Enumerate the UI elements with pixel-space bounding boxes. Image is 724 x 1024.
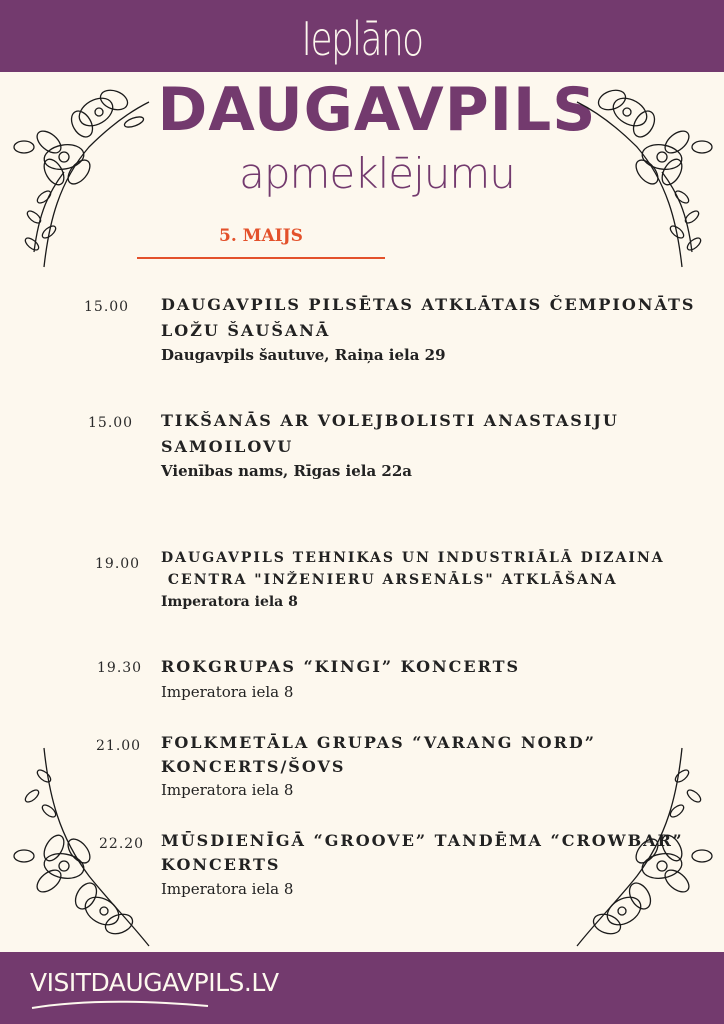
event-title: KONCERTS [161,855,281,874]
event-time: 19.00 [95,556,141,572]
floral-ornament-icon [572,72,722,272]
event-date: 5. MAIJS [219,226,303,246]
event-title: TIKŠANĀS AR VOLEJBOLISTI ANASTASIJU [161,411,619,430]
floral-ornament-icon [572,746,722,952]
event-title: MŪSDIENĪGĀ “GROOVE” TANDĒMA “CROWBAR” [161,831,684,850]
event-place: Imperatora iela 8 [161,594,298,610]
event-time: 15.00 [88,415,134,431]
event-title: SAMOILOVU [161,437,294,456]
event-title: DAUGAVPILS PILSĒTAS ATKLĀTAIS ČEMPIONĀTS [161,295,696,314]
event-place: Vienības nams, Rīgas iela 22a [161,462,412,480]
event-place: Imperatora iela 8 [161,683,294,701]
event-time: 21.00 [96,738,142,754]
event-time: 22.20 [99,836,145,852]
event-place: Daugavpils šautuve, Raiņa iela 29 [161,346,446,364]
event-title: ROKGRUPAS “KINGI” KONCERTS [161,657,521,676]
event-place: Imperatora iela 8 [161,880,294,898]
event-title: KONCERTS/ŠOVS [161,757,346,776]
page-title: DAUGAVPILS [157,75,597,145]
floral-ornament-icon [4,746,154,952]
event-title: LOŽU ŠAUŠANĀ [161,321,331,340]
event-title: FOLKMETĀLA GRUPAS “VARANG NORD” [161,733,596,752]
header-pretitle: Ieplāno [301,12,423,66]
date-underline [137,257,385,259]
event-time: 19.30 [97,660,143,676]
logo-swoosh-icon [30,998,210,1012]
footer-logo[interactable]: VISITDAUGAVPILS.LV [30,968,279,997]
event-title: DAUGAVPILS TEHNIKAS UN INDUSTRIĀLĀ DIZAINA [161,550,665,566]
event-time: 15.00 [84,299,130,315]
floral-ornament-icon [4,72,154,272]
event-place: Imperatora iela 8 [161,781,294,799]
page-subtitle: apmeklējumu [239,149,515,198]
event-title: CENTRA "INŽENIERU ARSENĀLS" ATKLĀŠANA [161,572,618,588]
